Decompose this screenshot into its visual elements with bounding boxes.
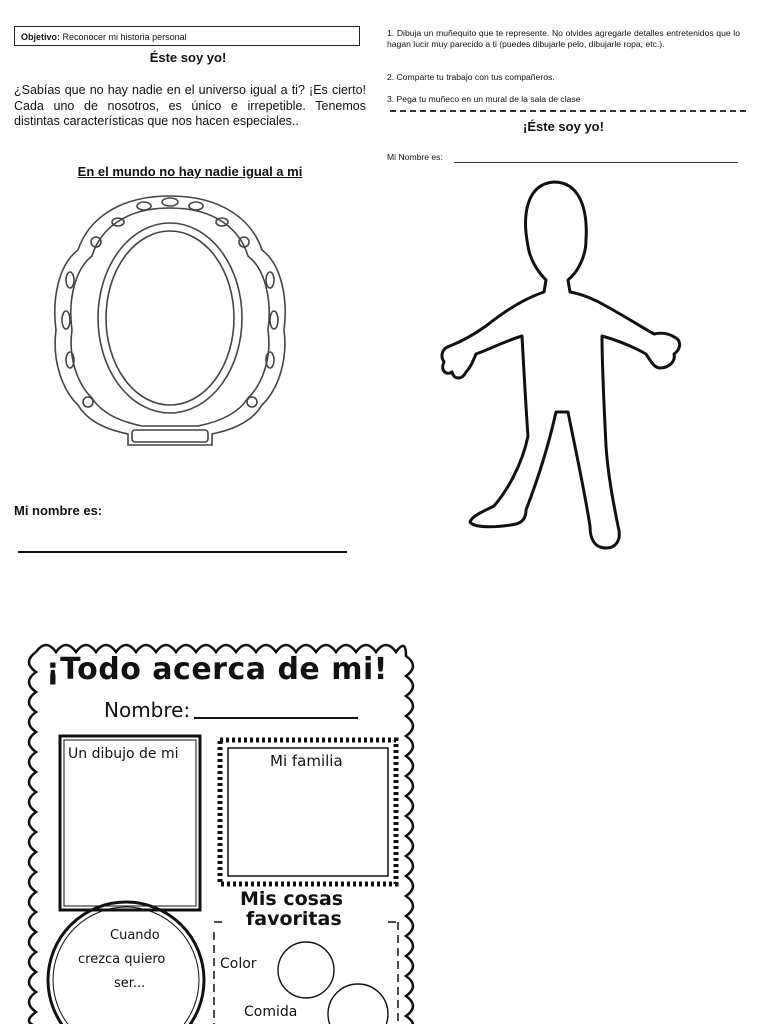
instruction-2: 2. Comparte tu trabajo con tus compañeros. bbox=[387, 72, 555, 82]
favorite-color-label: Color bbox=[220, 956, 257, 972]
grow-text-2: crezca quiero bbox=[78, 952, 166, 967]
right-title: ¡Éste soy yo! bbox=[523, 119, 604, 134]
family-box-label: Mi familia bbox=[270, 752, 343, 770]
drawing-box bbox=[60, 736, 200, 910]
favorites-heading-2: favoritas bbox=[246, 908, 342, 930]
left-title: Éste soy yo! bbox=[149, 50, 227, 65]
drawing-box-label: Un dibujo de mi bbox=[68, 746, 179, 762]
instruction-3: 3. Pega tu muñeco en un mural de la sala de clase bbox=[387, 94, 581, 104]
grow-text-1: Cuando bbox=[110, 928, 160, 943]
name-label: Mi nombre es: bbox=[14, 503, 103, 518]
poster-name-label: Nombre: bbox=[104, 698, 191, 722]
objective-box bbox=[14, 26, 360, 46]
mirror-illustration bbox=[48, 190, 292, 460]
objective-text: Reconocer mi historia personal bbox=[62, 32, 187, 42]
grow-text-3: ser... bbox=[114, 976, 146, 991]
objective-label: Objetivo: bbox=[21, 32, 61, 42]
name-line bbox=[18, 551, 347, 553]
mirror-heading: En el mundo no hay nadie igual a mi bbox=[77, 164, 303, 179]
gingerbread-figure-outline bbox=[436, 176, 688, 560]
right-name-line bbox=[454, 162, 738, 163]
poster-title: ¡Todo acerca de mi! bbox=[46, 652, 388, 687]
instruction-1: 1. Dibuja un muñequito que te represente. No olvides agregarle detalles entretenidos que lo hagan lucir muy parecido a ti (puedes dibujarle pelo, dibujarle ropa, etc.). bbox=[387, 28, 740, 49]
favorite-food-label: Comida bbox=[244, 1004, 298, 1020]
cut-line bbox=[390, 110, 746, 112]
right-name-label: Mi Nombre es: bbox=[387, 152, 443, 162]
intro-paragraph: ¿Sabías que no hay nadie en el universo igual a ti? ¡Es cierto! Cada uno de nosotros, es único e irrepetible. Tenemos distintas características que nos hacen especiales.. bbox=[14, 83, 366, 128]
favorites-heading-1: Mis cosas bbox=[240, 888, 344, 910]
